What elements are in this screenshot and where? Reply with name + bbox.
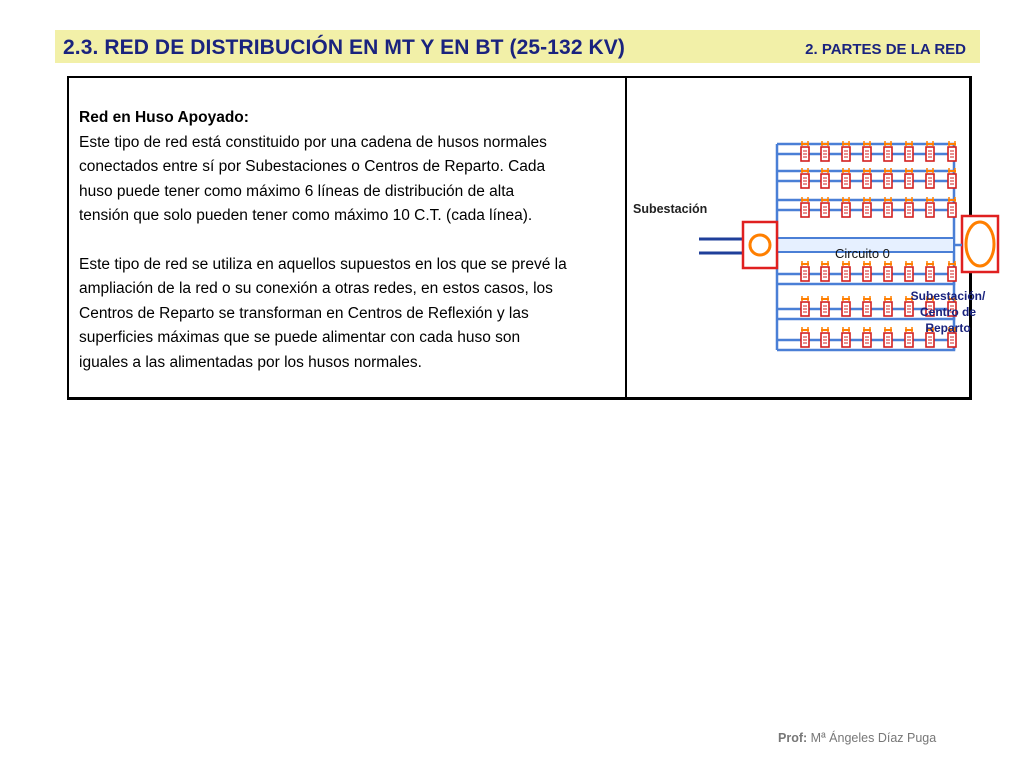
ct-icon [842,141,850,161]
circuit-label: Circuito 0 [835,246,890,261]
transformer-left-icon [750,235,770,255]
ct-icon [801,168,809,188]
ct-icon [884,197,892,217]
ct-icon [863,197,871,217]
ct-icon [821,296,829,316]
distribution-center-label: Subestación/ [910,289,986,303]
ct-icon [842,261,850,281]
paragraph2-line: superficies máximas que se puede alimentar con cada huso son [79,329,521,346]
page-title: 2.3. RED DE DISTRIBUCIÓN EN MT Y EN BT (25-132 KV) [63,36,626,59]
ct-icon [821,327,829,347]
paragraph1-line: conectados entre sí por Subestaciones o Centros de Reparto. Cada [79,158,546,175]
ct-icon [926,197,934,217]
ct-icon [884,296,892,316]
description-cell [79,106,619,375]
paragraph-gap [79,229,619,253]
ct-icon [926,168,934,188]
ct-icon [905,197,913,217]
paragraph2-line: Este tipo de red se utiliza en aquellos supuestos en los que se prevé la [79,255,567,273]
footer [778,731,936,745]
ct-icon [884,168,892,188]
ct-icon [842,296,850,316]
description-heading: Red en Huso Apoyado: [79,109,249,126]
ct-icon [801,197,809,217]
incoming-feeders [699,239,743,253]
ct-icon [905,327,913,347]
footer-prefix: Prof: [778,731,808,745]
diagram-cell [627,78,986,396]
section-label: 2. PARTES DE LA RED [805,41,966,58]
paragraph2-line: iguales a las alimentadas por los husos normales. [79,353,422,371]
ct-icon [842,327,850,347]
substation-label: Subestación [633,202,708,216]
ct-icon [821,197,829,217]
ct-icon [884,141,892,161]
ct-icon [905,261,913,281]
ct-icon [863,261,871,281]
ct-icon [801,327,809,347]
ct-icon [948,197,956,217]
ct-icon [863,327,871,347]
ct-icon [821,168,829,188]
paragraph1-line: Este tipo de red está constituido por una cadena de husos normales [79,133,547,151]
ct-icon [884,327,892,347]
ct-icon [905,141,913,161]
distribution-center-label: Reparto [925,321,971,335]
paragraph2-line: ampliación de la red o su conexión a otras redes, en estos casos, los [79,280,553,297]
ct-icon [863,296,871,316]
ct-icon [863,141,871,161]
transformer-right-icon [966,222,994,266]
title-bar [55,30,980,63]
paragraph1-line: tensión que solo pueden tener como máximo 10 C.T. (cada línea). [79,207,533,224]
content-table [67,76,986,400]
ct-icon [948,168,956,188]
ct-icon [801,296,809,316]
ct-icon [863,168,871,188]
ct-icon [948,261,956,281]
footer-author: Mª Ángeles Díaz Puga [810,731,937,745]
ct-icon [821,141,829,161]
ct-icon [884,261,892,281]
paragraph1-line: huso puede tener como máximo 6 líneas de distribución de alta [79,182,515,200]
ct-icon [948,141,956,161]
paragraph2-line: Centros de Reparto se transforman en Centros de Reflexión y las [79,304,529,322]
ct-icon [801,261,809,281]
ct-icon [801,141,809,161]
ct-icon [926,261,934,281]
ct-icon [926,141,934,161]
ct-icon [842,197,850,217]
ct-icon [821,261,829,281]
distribution-center-label: Centro de [919,305,977,319]
ct-icon [842,168,850,188]
ct-icon [905,168,913,188]
network-diagram [627,78,986,396]
